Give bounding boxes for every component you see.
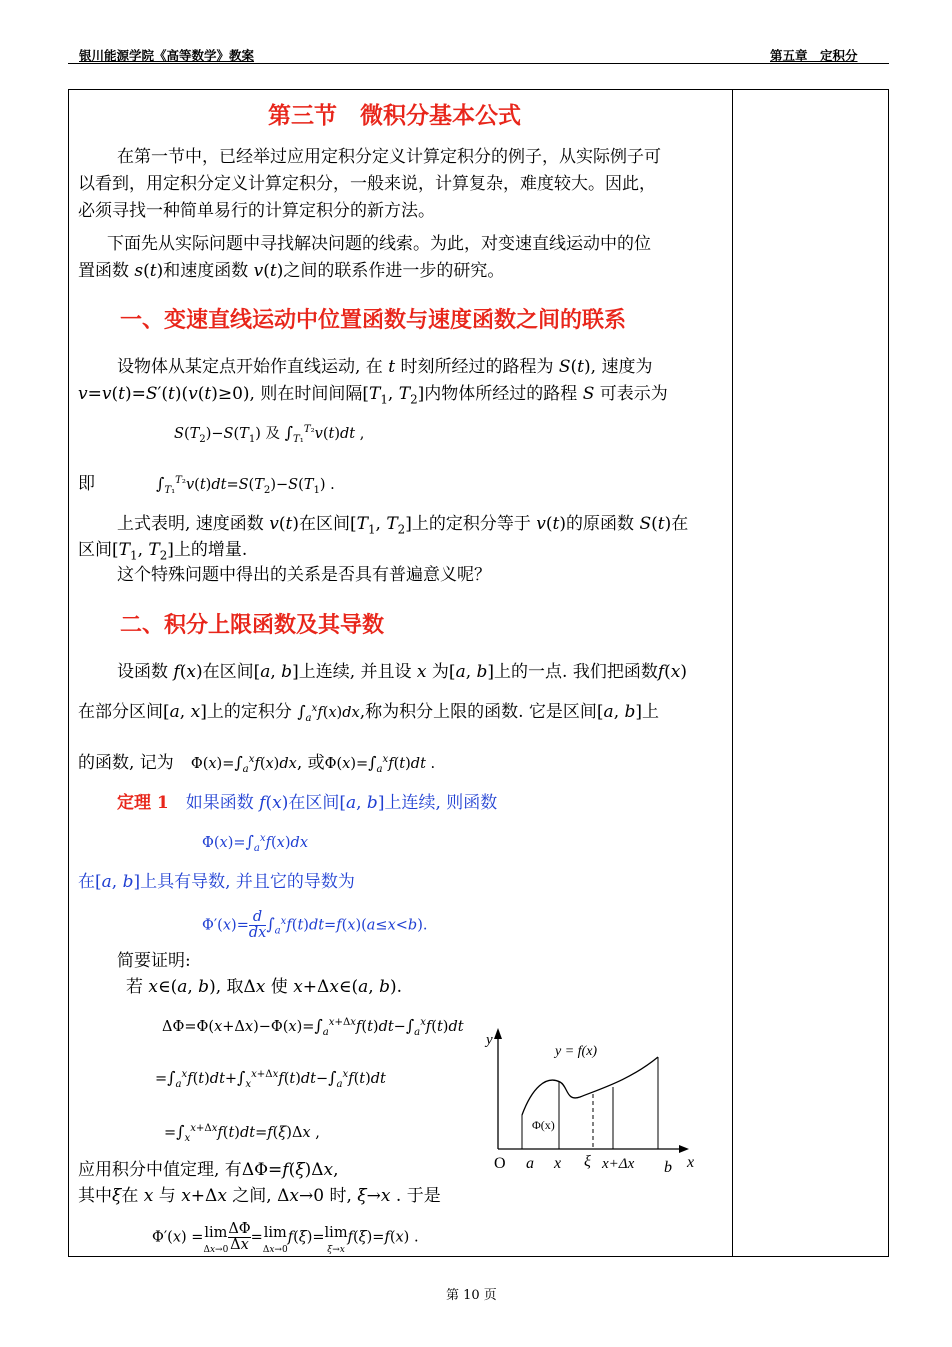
intro-line3: 必须寻找一种简单易行的计算定积分的新方法。	[78, 201, 435, 221]
proof-eq3: $=\int_x^{x+\Delta x}f(t)dt=f(\xi)\Delta x$ ,	[164, 1122, 320, 1144]
theorem-formula-phi: $\Phi(x)=\int_a^xf(x)dx$	[202, 832, 308, 854]
integral-graph	[480, 1020, 710, 1185]
proof-eq1: $\Delta\Phi=\Phi(x+\Delta x)-\Phi(x)=\int_a^{x+\Delta x}f(t)dt-\int_a^xf(t)dt$	[162, 1016, 464, 1038]
intro-line1: 在第一节中，已经举过应用定积分定义计算定积分的例子，从实际例子可	[117, 147, 661, 167]
proof-eq2: $=\int_a^xf(t)dt+\int_x^{x+\Delta x}f(t)dt-\int_a^xf(t)dt$	[155, 1068, 386, 1090]
question-line: 这个特殊问题中得出的关系是否具有普遍意义呢？	[117, 565, 491, 585]
part2-heading: 二、积分上限函数及其导数	[120, 612, 385, 638]
x-axis-label: x	[687, 1154, 695, 1171]
header-right: 第五章 定积分	[770, 48, 858, 63]
conclusion-line1: 上式表明, 速度函数 v(t)在区间[$T_1$, $T_2$]上的定积分等于 v(t)的原函数 S(t)在	[117, 514, 689, 537]
tick-a: a	[526, 1155, 534, 1172]
part2-line3: 的函数, 记为 $\Phi(x)=\int_a^xf(x)dx$, 或$\Phi(x)=\int_a^xf(t)dt$ .	[78, 753, 436, 775]
intro-line2: 以看到，用定积分定义计算定积分，一般来说，计算复杂，难度较大。因此，	[78, 174, 656, 194]
tick-xi: ξ	[584, 1153, 591, 1170]
theorem-line3: 在[a, b]上具有导数, 并且它的导数为	[78, 872, 355, 892]
mvt-line2: 其中ξ在 x 与 x+Δx 之间, Δx→0 时, ξ→x . 于是	[78, 1186, 441, 1206]
x-axis-arrow-icon	[679, 1145, 689, 1153]
header-rule	[68, 63, 889, 64]
part1-heading: 一、变速直线运动中位置函数与速度函数之间的联系	[120, 307, 627, 333]
ji-label: 即	[78, 474, 95, 494]
theorem-formula-derivative: $\Phi'(x)=\frac{d}{dx}$ $\int_a^xf(t)dt=f(x)(a\le x<b)$.	[202, 909, 428, 942]
part2-line1: 设函数 f(x)在区间[a, b]上连续, 并且设 x 为[a, b]上的一点. 我们把函数f(x)	[117, 662, 688, 682]
curve-label: y = f(x)	[555, 1044, 598, 1059]
area-label: Φ(x)	[532, 1118, 555, 1132]
tick-b: b	[664, 1159, 672, 1176]
table-divider	[732, 89, 733, 1257]
part1-line2: v=v(t)=S′(t)(v(t)≥0), 则在时间间隔[$T_1$, $T_2$]内物体所经过的路程 S 可表示为	[78, 384, 668, 407]
origin-label: O	[494, 1155, 506, 1172]
formula-displacement: $S(T_2)-S(T_1)$ 及 $\int_{T_1}^{T_2}v(t)dt$ ,	[174, 423, 365, 445]
conclusion-line2: 区间[$T_1$, $T_2$]上的增量.	[78, 540, 248, 563]
proof-line1: 若 x∈(a, b), 取Δx 使 x+Δx∈(a, b).	[126, 977, 403, 997]
tick-x: x	[554, 1155, 562, 1172]
y-axis-label: y	[486, 1032, 493, 1048]
tick-x-dx: x+Δx	[602, 1156, 635, 1172]
section-title: 第三节 微积分基本公式	[268, 102, 521, 129]
y-axis-arrow-icon	[494, 1028, 502, 1039]
page-number: 第 10 页	[446, 1288, 497, 1303]
header-left: 银川能源学院《高等数学》教案	[79, 48, 255, 63]
part1-line1: 设物体从某定点开始作直线运动, 在 t 时刻所经过的路程为 S(t), 速度为	[117, 357, 653, 377]
formula-newton: $\int_{T_1}^{T_2}v(t)dt=S(T_2)-S(T_1)$ .	[156, 474, 335, 496]
p2-line1: 下面先从实际问题中寻找解决问题的线索。为此，对变速直线运动中的位	[107, 234, 651, 254]
p2-line2: 置函数 s(t)和速度函数 v(t)之间的联系作进一步的研究。	[78, 261, 505, 281]
proof-title: 简要证明:	[117, 951, 191, 971]
curve-fx	[522, 1057, 658, 1115]
part2-line2: 在部分区间[a, x]上的定积分 $\int_a^xf(x)dx$,称为积分上限的函数. 它是区间[a, b]上	[78, 702, 660, 724]
theorem-line1: 定理 1 如果函数 f(x)在区间[a, b]上连续, 则函数	[117, 793, 498, 813]
mvt-line1: 应用积分中值定理, 有ΔΦ=f(ξ)Δx,	[78, 1160, 339, 1180]
limit-formula: Φ′(x) =lim Δx→0ΔΦ Δx =lim Δx→0f(ξ)=lim ξ→xf(ξ)=f(x) .	[152, 1221, 419, 1255]
